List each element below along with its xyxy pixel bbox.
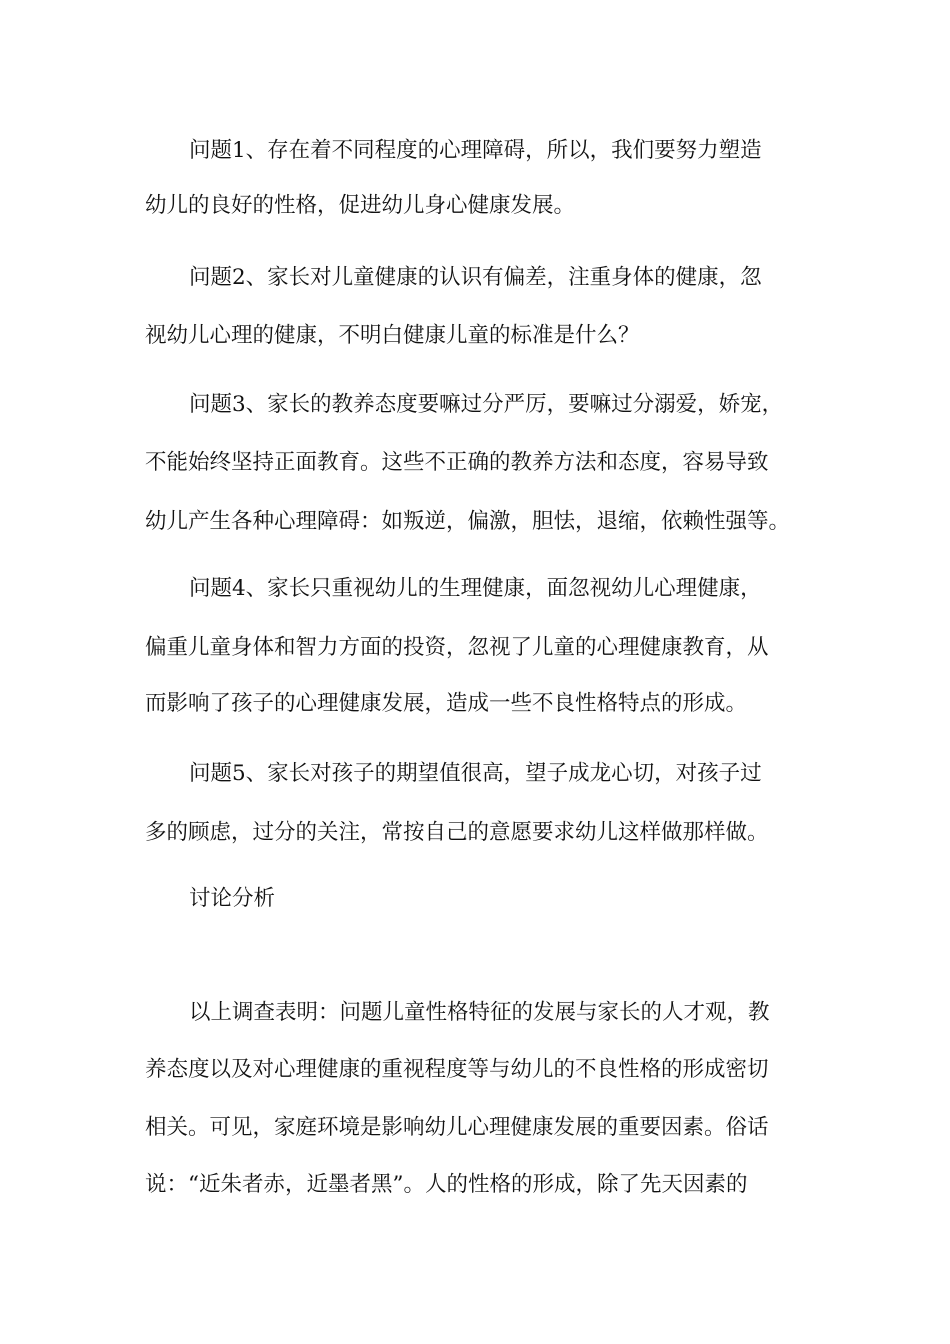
text-line: 问题2、家长对儿童健康的认识有偏差，注重身体的健康，忽 <box>189 265 762 290</box>
text-line: 问题1、存在着不同程度的心理障碍，所以，我们要努力塑造 <box>189 138 762 163</box>
heading-text: 讨论分析 <box>189 886 276 911</box>
text-line: 视幼儿心理的健康，不明白健康儿童的标准是什么？ <box>145 323 640 348</box>
text-line: 多的顾虑，过分的关注，常按自己的意愿要求幼儿这样做那样做。 <box>145 820 769 845</box>
text-line: 养态度以及对心理健康的重视程度等与幼儿的不良性格的形成密切 <box>145 1057 769 1082</box>
text-line: 而影响了孩子的心理健康发展，造成一些不良性格特点的形成。 <box>145 691 748 716</box>
text-line: 问题5、家长对孩子的期望值很高，望子成龙心切，对孩子过 <box>189 761 762 786</box>
text-line: 相关。可见，家庭环境是影响幼儿心理健康发展的重要因素。俗话 <box>145 1115 769 1140</box>
text-line: 说：“近朱者赤，近墨者黑”。人的性格的形成，除了先天因素的 <box>145 1172 748 1197</box>
text-line: 不能始终坚持正面教育。这些不正确的教养方法和态度，容易导致 <box>145 450 769 475</box>
text-line: 问题4、家长只重视幼儿的生理健康，面忽视幼儿心理健康， <box>189 576 762 601</box>
text-line: 幼儿的良好的性格，促进幼儿身心健康发展。 <box>145 193 576 218</box>
text-line: 以上调查表明：问题儿童性格特征的发展与家长的人才观，教 <box>189 1000 770 1025</box>
text-line: 问题3、家长的教养态度要嘛过分严厉，要嘛过分溺爱，娇宠， <box>189 392 784 417</box>
text-line: 幼儿产生各种心理障碍：如叛逆，偏激，胆怯，退缩，依赖性强等。 <box>145 509 791 534</box>
text-line: 偏重儿童身体和智力方面的投资，忽视了儿童的心理健康教育，从 <box>145 635 769 660</box>
